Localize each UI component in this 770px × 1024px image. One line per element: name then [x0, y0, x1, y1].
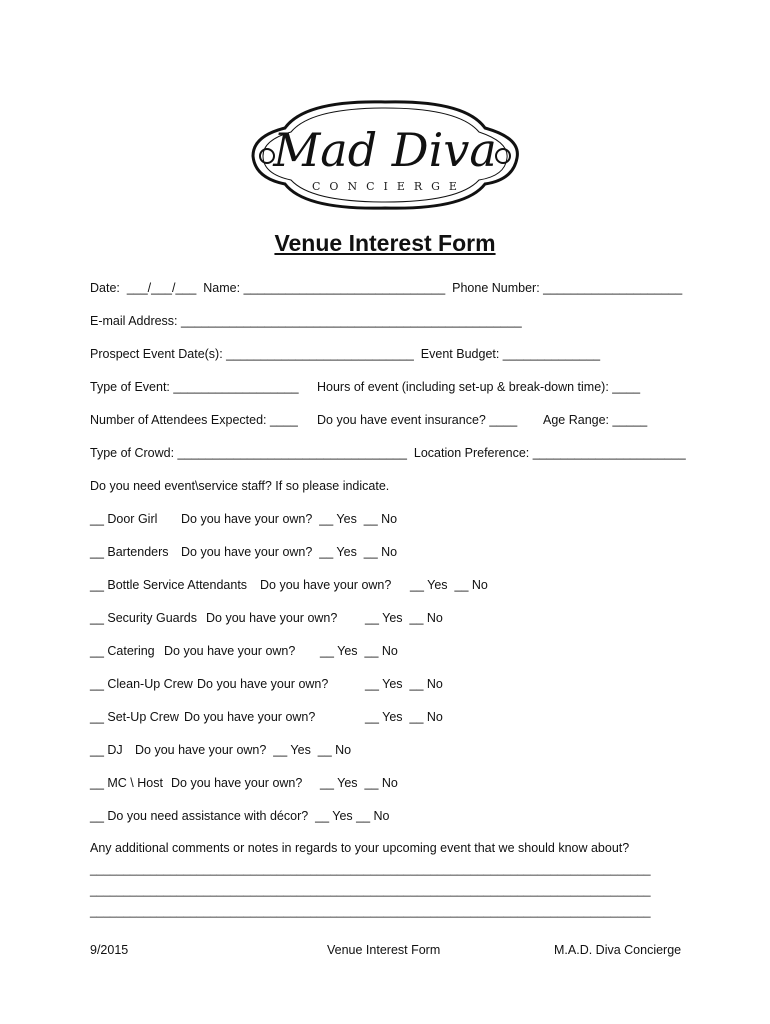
comments-question: Any additional comments or notes in regards to your upcoming event that we should know about?: [90, 841, 630, 855]
cleanup-own-question: Do you have your own?: [197, 677, 329, 691]
email-line: E-mail Address: _________________________________________________: [90, 314, 522, 328]
hours-of-event-field: Hours of event (including set-up & break-down time): ____: [317, 380, 641, 394]
staff-bottle-service: __ Bottle Service Attendants: [90, 578, 248, 592]
date-name-phone-line: Date: ___/___/___ Name: _____________________________ Phone Number: ____________________: [90, 281, 683, 295]
staff-question: Do you need event\service staff? If so please indicate.: [90, 479, 390, 493]
comments-blank-line-2: ____________________________________________________________________________________: [90, 883, 651, 897]
staff-mc-host: __ MC \ Host: [90, 776, 163, 790]
mad-diva-logo: [245, 98, 525, 213]
security-yes-no: __ Yes __ No: [365, 611, 443, 625]
crowd-location-line: Type of Crowd: _________________________________ Location Preference: ______________________: [90, 446, 686, 460]
staff-dj: __ DJ: [90, 743, 123, 757]
comments-blank-line-3: ____________________________________________________________________________________: [90, 904, 651, 918]
logo-sub-text: CONCIERGE: [312, 180, 466, 193]
catering-yes-no: __ Yes __ No: [320, 644, 398, 658]
form-title: Venue Interest Form: [274, 230, 496, 256]
footer-title: Venue Interest Form: [327, 943, 441, 957]
age-range-field: Age Range: _____: [543, 413, 648, 427]
bottle-service-yes-no: __ Yes __ No: [410, 578, 488, 592]
dj-own-question: Do you have your own? __ Yes __ No: [135, 743, 352, 757]
staff-catering: __ Catering: [90, 644, 155, 658]
bartenders-own-question: Do you have your own? __ Yes __ No: [181, 545, 398, 559]
cleanup-yes-no: __ Yes __ No: [365, 677, 443, 691]
mc-host-own-question: Do you have your own?: [171, 776, 303, 790]
comments-blank-line-1: ____________________________________________________________________________________: [90, 862, 651, 876]
security-own-question: Do you have your own?: [206, 611, 338, 625]
staff-security: __ Security Guards: [90, 611, 197, 625]
staff-setup: __ Set-Up Crew: [90, 710, 179, 724]
staff-cleanup: __ Clean-Up Crew: [90, 677, 193, 691]
setup-own-question: Do you have your own?: [184, 710, 316, 724]
staff-door-girl: __ Door Girl: [90, 512, 158, 526]
mc-host-yes-no: __ Yes __ No: [320, 776, 398, 790]
type-of-event-field: Type of Event: __________________: [90, 380, 299, 394]
bottle-service-own-question: Do you have your own?: [260, 578, 392, 592]
event-dates-budget-line: Prospect Event Date(s): ___________________________ Event Budget: ______________: [90, 347, 601, 361]
logo-script-text: Mad Diva: [273, 123, 497, 177]
footer-company: M.A.D. Diva Concierge: [554, 943, 682, 957]
staff-bartenders: __ Bartenders: [90, 545, 169, 559]
setup-yes-no: __ Yes __ No: [365, 710, 443, 724]
decor-assistance-line: __ Do you need assistance with décor? __ Yes __ No: [90, 809, 390, 823]
footer-date: 9/2015: [90, 943, 129, 957]
insurance-field: Do you have event insurance? ____: [317, 413, 518, 427]
door-girl-own-question: Do you have your own? __ Yes __ No: [181, 512, 398, 526]
catering-own-question: Do you have your own?: [164, 644, 296, 658]
attendees-field: Number of Attendees Expected: ____: [90, 413, 298, 427]
